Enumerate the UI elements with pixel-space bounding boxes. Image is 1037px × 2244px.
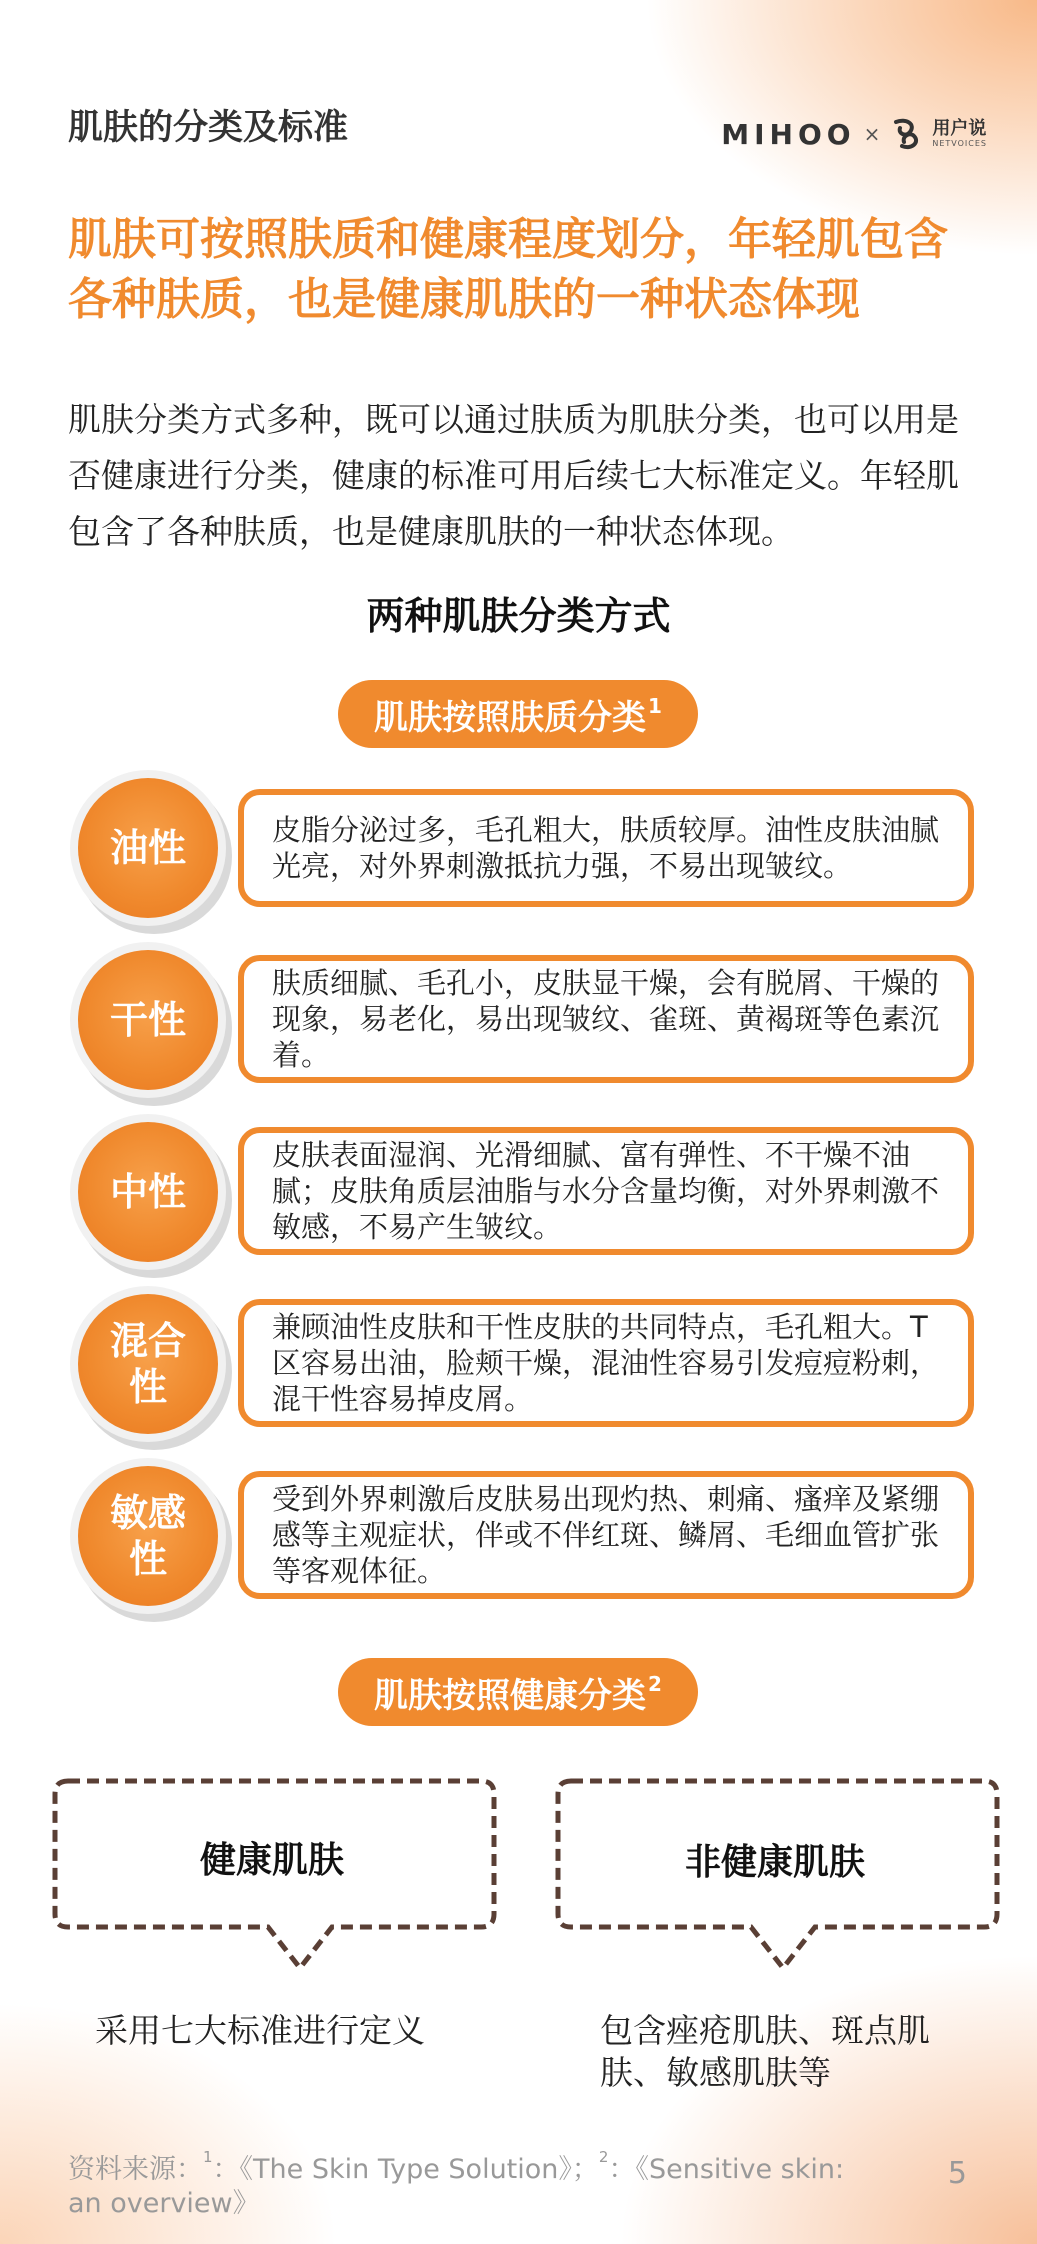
skin-type-sensitive-badge: 敏感 性: [78, 1466, 218, 1606]
healthy-label: 健康肌肤: [199, 1840, 344, 1881]
mihoo-logo: MIHOO: [721, 117, 856, 151]
skin-type-oily-desc: 皮脂分泌过多，毛孔粗大，肤质较厚。油性皮肤油腻光亮，对外界刺激抵抗力强，不易出现皱纹。: [238, 789, 974, 907]
source-footnote: 资料来源：$^1$：《The Skin Type Solution》；$^2$：《Sensitive skin: an overview》: [68, 2148, 845, 2219]
healthy-bubble: [52, 1778, 497, 1988]
section-title: 肌肤的分类及标准: [68, 108, 349, 148]
skin-type-normal-badge: 中性: [78, 1122, 218, 1262]
health-pill: 肌肤按照健康分类 $^2$: [338, 1658, 698, 1726]
skin-type-sensitive-desc: 受到外界刺激后皮肤易出现灼热、刺痛、瘙痒及紧绷感等主观症状，伴或不伴红斑、鳞屑、毛细血管扩张等客观体征。: [238, 1471, 974, 1599]
skin-type-oily-badge: 油性: [78, 778, 218, 918]
netvoices-logo-text: 用户说 NETVOICES: [932, 118, 987, 148]
skin-type-normal-desc: 皮肤表面湿润、光滑细腻、富有弹性、不干燥不油腻；皮肤角质层油脂与水分含量均衡，对外界刺激不敏感，不易产生皱纹。: [238, 1127, 974, 1255]
unhealthy-label: 非健康肌肤: [684, 1842, 865, 1883]
skin-type-dry-badge: 干性: [78, 950, 218, 1090]
skin-type-combination-badge: 混合 性: [78, 1294, 218, 1434]
unhealthy-caption: 包含痤疮肌肤、斑点肌肤、敏感肌肤等: [600, 2011, 930, 2092]
intro-paragraph: 肌肤分类方式多种，既可以通过肤质为肌肤分类，也可以用是否健康进行分类，健康的标准可用后续七大标准定义。年轻肌包含了各种肤质，也是健康肌肤的一种状态体现。: [68, 400, 959, 551]
brand-separator: ×: [863, 122, 881, 146]
page-number: 5: [947, 2156, 967, 2191]
headline: 肌肤可按照肤质和健康程度划分，年轻肌包含各种肤质，也是健康肌肤的一种状态体现: [68, 214, 948, 325]
skin-type-combination-desc: 兼顾油性皮肤和干性皮肤的共同特点，毛孔粗大。T区容易出油，脸颊干燥，混油性容易引发痘痘粉刺，混干性容易掉皮屑。: [238, 1299, 974, 1427]
healthy-caption: 采用七大标准进行定义: [95, 2011, 425, 2050]
skin-type-dry-desc: 肤质细腻、毛孔小，皮肤显干燥，会有脱屑、干燥的现象，易老化，易出现皱纹、雀斑、黄褐斑等色素沉着。: [238, 955, 974, 1083]
classification-title: 两种肌肤分类方式: [366, 594, 671, 638]
netvoices-logo-icon: [888, 116, 924, 152]
skin-type-pill: 肌肤按照肤质分类 $^1$: [338, 680, 698, 748]
brand-logos: [721, 116, 987, 152]
